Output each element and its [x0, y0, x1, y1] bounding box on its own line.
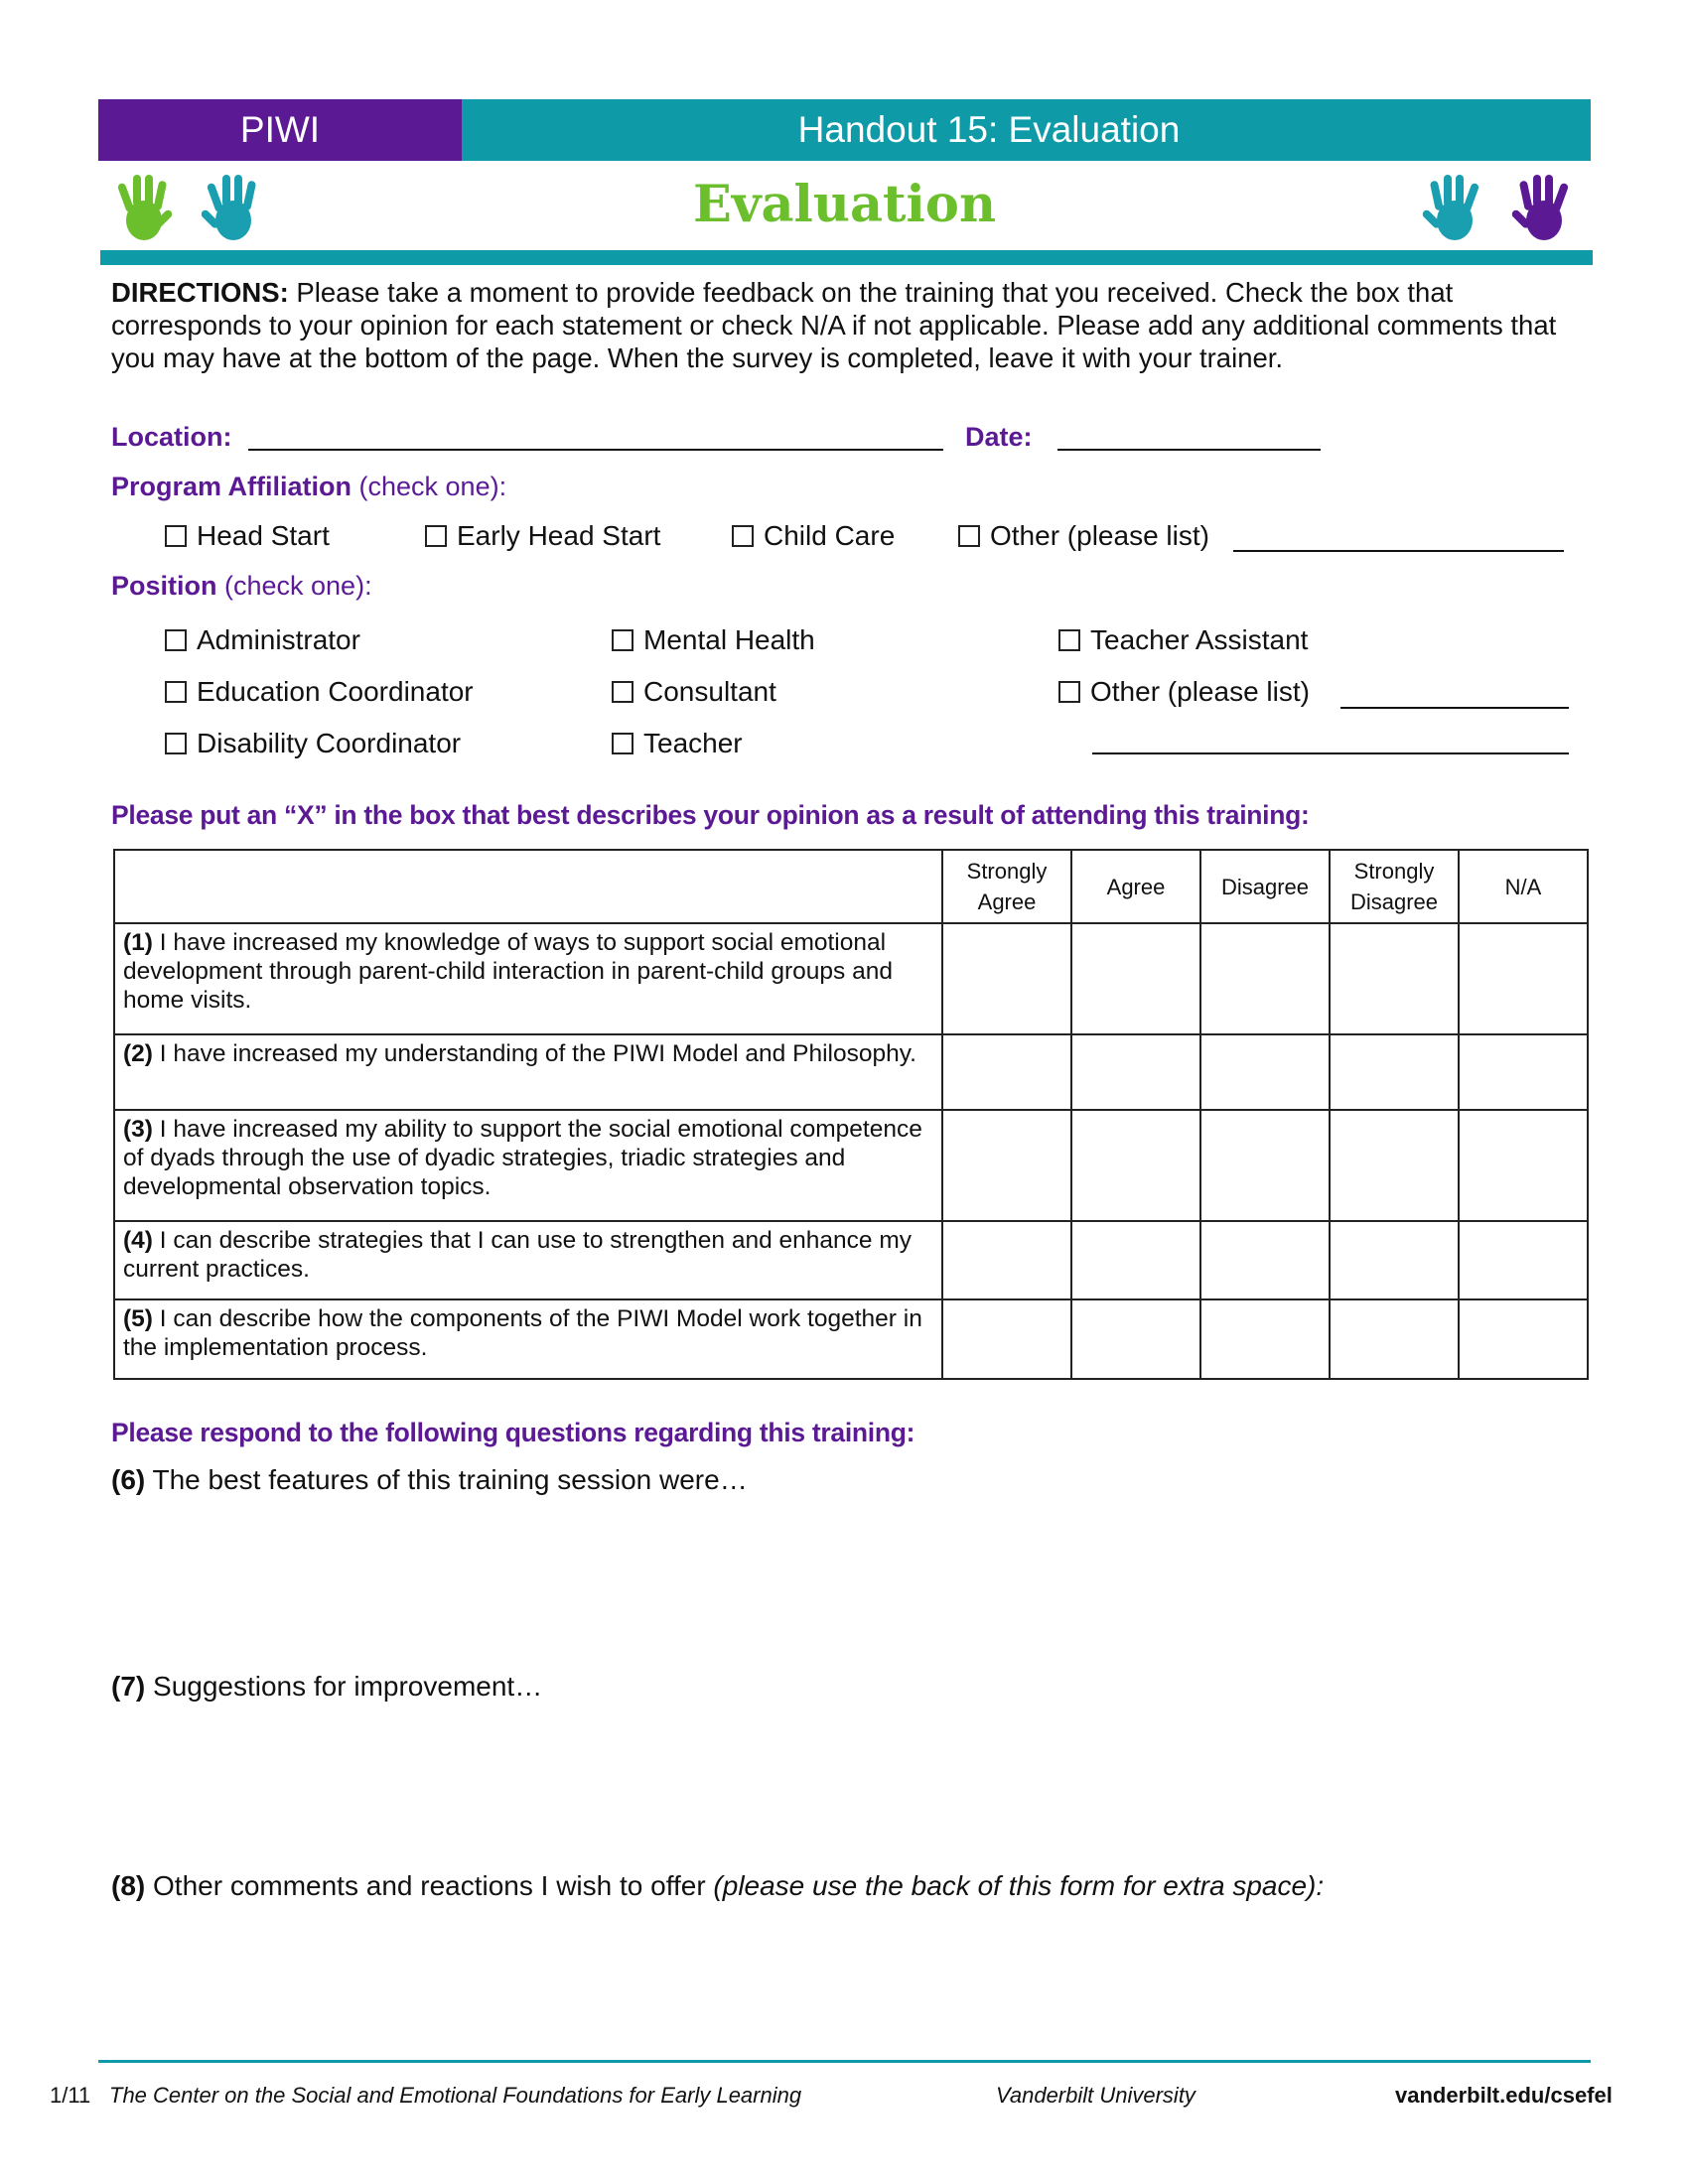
rating-header-row	[114, 850, 1588, 923]
table-row	[114, 1299, 1588, 1379]
rating-cell[interactable]	[1459, 1034, 1588, 1110]
rating-table	[113, 849, 1589, 1380]
affiliation-early-head-start-checkbox[interactable]: Early Head Start	[425, 520, 660, 552]
rating-cell[interactable]	[1071, 1221, 1200, 1299]
position-teacher-assistant-checkbox[interactable]: Teacher Assistant	[1058, 624, 1308, 656]
question-6: (6) The best features of this training session were…	[111, 1464, 748, 1495]
rating-cell[interactable]	[942, 923, 1071, 1034]
position-education-coordinator-checkbox[interactable]: Education Coordinator	[165, 676, 474, 708]
checkbox-icon[interactable]	[732, 525, 754, 547]
page-number: 1/11	[50, 2083, 91, 2108]
questions-prompt: Please respond to the following questions regarding this training:	[111, 1418, 915, 1447]
footer-url[interactable]: vanderbilt.edu/csefel	[1395, 2083, 1613, 2108]
footer-center-name: The Center on the Social and Emotional Foundations for Early Learning	[109, 2083, 802, 2108]
statement-header	[114, 850, 942, 923]
hand-print-purple-icon	[1508, 169, 1580, 248]
question-8: (8) Other comments and reactions I wish to offer (please use the back of this form for extra space):	[111, 1870, 1325, 1901]
rating-cell[interactable]	[1459, 1221, 1588, 1299]
rating-cell[interactable]	[1200, 1221, 1330, 1299]
position-mental-health-checkbox[interactable]: Mental Health	[612, 624, 815, 656]
position-disability-coordinator-checkbox[interactable]: Disability Coordinator	[165, 728, 461, 759]
affiliation-child-care-checkbox[interactable]: Child Care	[732, 520, 895, 552]
rating-cell[interactable]	[1071, 923, 1200, 1034]
rating-cell[interactable]	[1200, 1299, 1330, 1379]
affiliation-other-field[interactable]	[1233, 550, 1564, 552]
checkbox-icon[interactable]	[612, 733, 633, 754]
rating-prompt: Please put an “X” in the box that best describes your opinion as a result of attending this training:	[111, 800, 1310, 830]
rating-cell[interactable]	[942, 1034, 1071, 1110]
table-row	[114, 1221, 1588, 1299]
column-header: N/A	[1459, 850, 1588, 923]
rating-cell[interactable]	[1330, 1034, 1459, 1110]
rating-cell[interactable]	[1330, 1221, 1459, 1299]
checkbox-icon[interactable]	[1058, 681, 1080, 703]
checkbox-icon[interactable]	[165, 733, 187, 754]
hand-print-teal-icon	[1419, 169, 1490, 248]
directions	[111, 276, 1591, 374]
rating-cell[interactable]	[1459, 923, 1588, 1034]
checkbox-icon[interactable]	[165, 681, 187, 703]
position-consultant-checkbox[interactable]: Consultant	[612, 676, 776, 708]
rating-cell[interactable]	[942, 1299, 1071, 1379]
brand-label: PIWI	[98, 99, 462, 161]
title-row	[98, 161, 1591, 252]
rating-cell[interactable]	[1071, 1299, 1200, 1379]
footer-university: Vanderbilt University	[996, 2083, 1196, 2108]
header-bar	[98, 99, 1591, 161]
position-label: Position (check one):	[111, 571, 372, 601]
program-affiliation-label: Program Affiliation (check one):	[111, 472, 507, 501]
checkbox-icon[interactable]	[612, 629, 633, 651]
rating-cell[interactable]	[1330, 1299, 1459, 1379]
rating-cell[interactable]	[1200, 1034, 1330, 1110]
position-administrator-checkbox[interactable]: Administrator	[165, 624, 360, 656]
directions-label: DIRECTIONS:	[111, 277, 289, 308]
statement-cell: (1) I have increased my knowledge of ways to support social emotional development through parent-child interaction in parent-child groups and home visits.	[114, 923, 942, 1034]
position-teacher-checkbox[interactable]: Teacher	[612, 728, 743, 759]
column-header: Agree	[1071, 850, 1200, 923]
date-field[interactable]	[1057, 449, 1321, 451]
title-divider	[100, 250, 1593, 265]
rating-cell[interactable]	[1071, 1110, 1200, 1221]
rating-cell[interactable]	[1200, 1110, 1330, 1221]
table-row	[114, 1034, 1588, 1110]
table-row	[114, 923, 1588, 1034]
affiliation-other-checkbox[interactable]: Other (please list)	[958, 520, 1209, 552]
table-row	[114, 1110, 1588, 1221]
date-label: Date:	[965, 422, 1033, 452]
location-field[interactable]	[248, 449, 943, 451]
statement-cell: (2) I have increased my understanding of the PIWI Model and Philosophy.	[114, 1034, 942, 1110]
column-header: Strongly Disagree	[1330, 850, 1459, 923]
rating-cell[interactable]	[1330, 923, 1459, 1034]
column-header: Disagree	[1200, 850, 1330, 923]
position-other-field-line2[interactable]	[1092, 752, 1569, 754]
affiliation-head-start-checkbox[interactable]: Head Start	[165, 520, 330, 552]
statement-cell: (4) I can describe strategies that I can use to strengthen and enhance my current practices.	[114, 1221, 942, 1299]
column-header: Strongly Agree	[942, 850, 1071, 923]
statement-cell: (5) I can describe how the components of the PIWI Model work together in the implementation process.	[114, 1299, 942, 1379]
footer-divider	[98, 2060, 1591, 2063]
checkbox-icon[interactable]	[612, 681, 633, 703]
checkbox-icon[interactable]	[958, 525, 980, 547]
rating-cell[interactable]	[1459, 1299, 1588, 1379]
question-7: (7) Suggestions for improvement…	[111, 1671, 543, 1702]
statement-cell: (3) I have increased my ability to support the social emotional competence of dyads through the use of dyadic strategies, triadic strategies and developmental observation topics.	[114, 1110, 942, 1221]
rating-cell[interactable]	[1459, 1110, 1588, 1221]
checkbox-icon[interactable]	[165, 629, 187, 651]
checkbox-icon[interactable]	[1058, 629, 1080, 651]
location-label: Location:	[111, 422, 232, 452]
directions-text: Please take a moment to provide feedback on the training that you received. Check the box that corresponds to your opinion for each statement or check N/A if not applicable. Please add any additional comments that you may have at the bottom of the page. When the survey is completed, leave it with your trainer.	[111, 277, 1557, 373]
rating-cell[interactable]	[942, 1221, 1071, 1299]
rating-cell[interactable]	[1071, 1034, 1200, 1110]
checkbox-icon[interactable]	[425, 525, 447, 547]
position-other-field[interactable]	[1340, 707, 1569, 709]
rating-cell[interactable]	[1200, 923, 1330, 1034]
page-title: Evaluation	[692, 175, 997, 234]
handout-title: Handout 15: Evaluation	[462, 99, 1591, 161]
rating-cell[interactable]	[1330, 1110, 1459, 1221]
checkbox-icon[interactable]	[165, 525, 187, 547]
position-other-checkbox[interactable]: Other (please list)	[1058, 676, 1310, 708]
rating-cell[interactable]	[942, 1110, 1071, 1221]
